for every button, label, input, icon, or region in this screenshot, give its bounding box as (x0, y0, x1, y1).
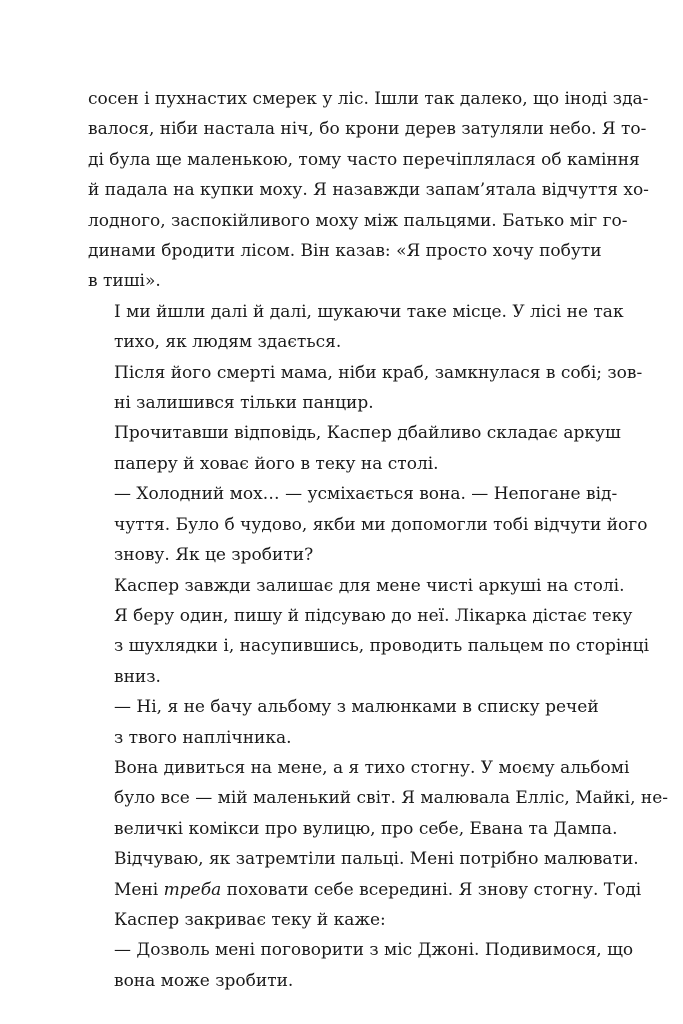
text-segment: Мені (114, 879, 164, 900)
text-line: лодного, заспокійливого моху між пальцями. Батько міг го- (88, 210, 628, 231)
paragraph (88, 84, 649, 297)
text-line: величкі комікси про вулицю, про себе, Евана та Дампа. (114, 818, 618, 839)
text-line: тихо, як людям здається. (114, 332, 342, 353)
text-line: ні залишився тільки панцир. (114, 393, 374, 414)
text-line: й падала на купки моху. Я назавжди запам’ятала відчуття хо- (88, 180, 649, 201)
text-line: динами бродити лісом. Він казав: «Я просто хочу побути (88, 241, 602, 262)
text-line: валося, ніби настала ніч, бо крони дерев затуляли небо. Я то- (88, 119, 647, 140)
text-line: вона може зробити. (114, 970, 294, 991)
text-segment: Відчуваю, як затремтіли пальці. Мені потрібно малювати. (114, 849, 639, 870)
text-line: — Ні, я не бачу альбому з малюнками в списку речей (114, 697, 599, 718)
text-line: з шухлядки і, насупившись, проводить пальцем по сторінці (114, 636, 650, 657)
text-line: Каспер завжди залишає для мене чисті аркуші на столі. (114, 575, 625, 596)
text-line (88, 905, 594, 935)
text-line: І ми йшли далі й далі, шукаючи таке місце. У лісі не так (114, 301, 624, 322)
paragraph (88, 479, 648, 570)
text-line: — Дозволь мені поговорити з міс Джоні. Подивимося, що (114, 940, 634, 961)
paragraph (88, 844, 642, 935)
paragraph (88, 358, 643, 419)
text-line: вниз. (114, 666, 161, 687)
text-line: в тиші». (88, 271, 161, 292)
text-line: паперу й ховає його в теку на столі. (114, 453, 439, 474)
text-line: Прочитавши відповідь, Каспер дбайливо складає аркуш (114, 423, 621, 444)
text-line (88, 844, 639, 874)
text-line: ді була ще маленькою, тому часто перечіплялася об каміння (88, 149, 640, 170)
text-line: Вона дивиться на мене, а я тихо стогну. У моєму альбомі (114, 757, 630, 778)
text-line: знову. Як це зробити? (114, 545, 314, 566)
text-line: сосен і пухнастих смерек у ліс. Ішли так далеко, що іноді зда- (88, 89, 649, 109)
text-line: було все — мій маленький світ. Я малювала Елліс, Майкі, не- (114, 788, 669, 809)
text-line (88, 875, 642, 905)
text-segment: поховати себе всередині. Я знову стогну. Тоді (221, 879, 642, 900)
paragraph (88, 418, 621, 479)
page-text (88, 84, 669, 996)
paragraph (88, 297, 624, 358)
text-line: Я беру один, пишу й підсуваю до неї. Лікарка дістає теку (114, 605, 633, 626)
paragraph (88, 753, 669, 844)
text-line: Після його смерті мама, ніби краб, замкнулася в собі; зов- (114, 362, 643, 383)
paragraph (88, 692, 599, 753)
paragraph (88, 935, 634, 996)
emphasis-text: треба (163, 879, 222, 900)
text-line: — Холодний мох… — усміхається вона. — Непогане від- (114, 484, 618, 505)
text-line: чуття. Було б чудово, якби ми допомогли тобі відчути його (114, 514, 648, 535)
text-line: з твого наплічника. (114, 727, 292, 748)
text-segment: Каспер закриває теку й каже: (114, 909, 386, 930)
paragraph (88, 571, 650, 693)
